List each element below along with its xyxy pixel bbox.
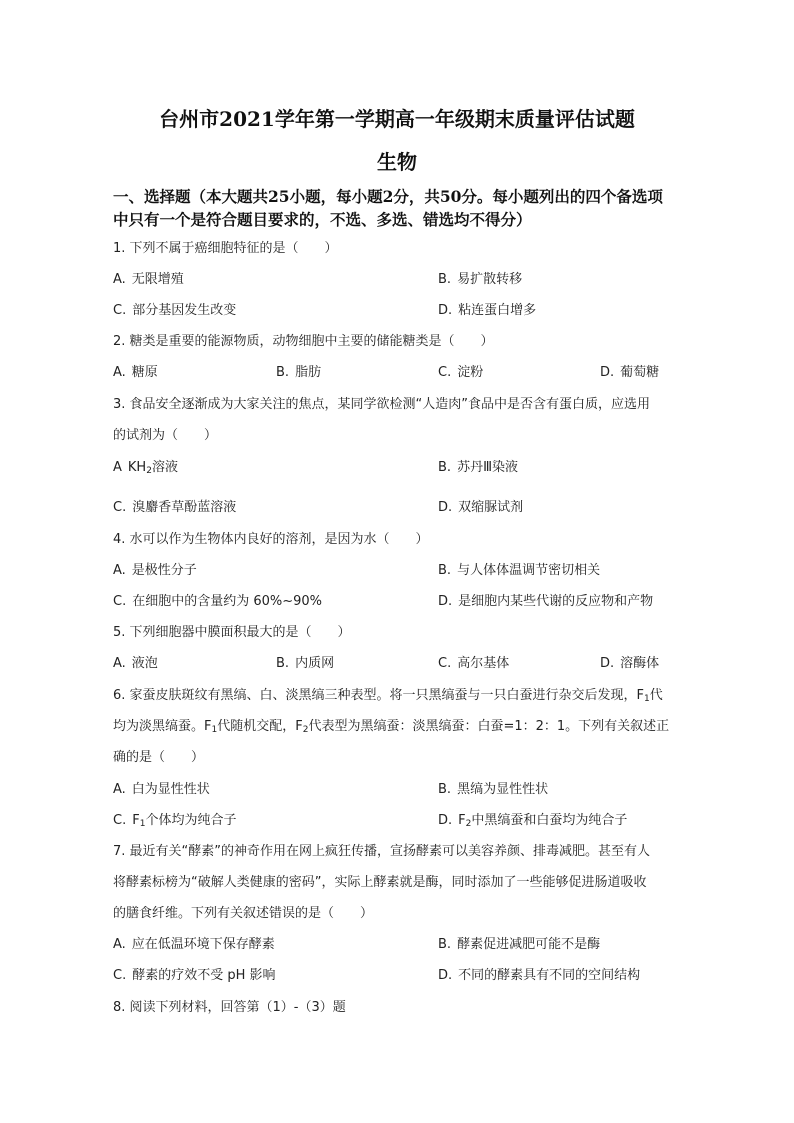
option-key: C. [113, 594, 127, 609]
option-text: 白为显性性状 [131, 782, 210, 797]
option-key: B. [438, 460, 452, 475]
q3-option-a [113, 456, 178, 476]
q8-stem: 8. 阅读下列材料，回答第（1）-（3）题 [113, 1000, 346, 1015]
option-key: A. [113, 563, 126, 578]
q5-stem: 5. 下列细胞器中膜面积最大的是（ ） [113, 625, 351, 640]
q6-stem-line-2: 均为淡黑缟蚕。$F_1$代随机交配，$F_2$代表型为黑缟蚕：淡黑缟蚕：白蚕=1：2：1。下列有关叙述正 [113, 719, 670, 735]
option-text: 液泡 [131, 656, 158, 671]
option-text: 与人体体温调节密切相关 [457, 563, 601, 578]
option-text: $F_2$中黑缟蚕和白蚕均为纯合子 [458, 813, 628, 829]
q3-option-b [438, 456, 518, 475]
option-key: B. [438, 782, 452, 797]
q2-stem: 2. 糖类是重要的能源物质，动物细胞中主要的储能糖类是（ ） [113, 334, 494, 349]
option-text: 双缩脲试剂 [458, 500, 524, 515]
option-text: 不同的酵素具有不同的空间结构 [458, 968, 641, 983]
q5-option-a [113, 652, 158, 671]
option-key: B. [438, 272, 452, 287]
q1-option-c [113, 299, 236, 318]
option-key: A. [113, 272, 126, 287]
q1-option-b [438, 268, 522, 287]
q3-option-c [113, 496, 236, 515]
option-text: 是细胞内某些代谢的反应物和产物 [458, 594, 654, 609]
option-text: 脂肪 [295, 365, 322, 380]
option-key: A [113, 460, 122, 475]
option-key: B. [438, 563, 452, 578]
q4-option-b [438, 559, 600, 578]
option-key: D. [438, 813, 453, 828]
option-text: 糖原 [131, 365, 158, 380]
q7-option-c [113, 964, 276, 983]
q7-option-a [113, 933, 275, 952]
option-key: A. [113, 365, 126, 380]
option-key: D. [438, 594, 453, 609]
option-text: 淀粉 [457, 365, 484, 380]
option-text: 黑缟为显性性状 [457, 782, 549, 797]
option-key: A. [113, 656, 126, 671]
option-text: $F_1$个体均为纯合子 [132, 813, 237, 829]
q3-option-d [438, 496, 523, 515]
q7-stem-line-1: 7. 最近有关“酵素”的神奇作用在网上疯狂传播，宣扬酵素可以美容养颜、排毒减肥。甚至有人 [113, 844, 651, 859]
option-key: C. [113, 968, 127, 983]
option-text: 溶酶体 [620, 656, 660, 671]
option-text: 溴麝香草酚蓝溶液 [132, 500, 237, 515]
option-text: 酵素的疗效不受 pH 影响 [132, 968, 276, 983]
option-key: A. [113, 782, 126, 797]
section-heading-line-2: 中只有一个是符合题目要求的，不选、多选、错选均不得分） [113, 210, 532, 229]
option-key: C. [113, 813, 127, 828]
q3-stem-line-2: 的试剂为（ ） [113, 428, 218, 443]
q7-stem-line-3: 的膳食纤维。下列有关叙述错误的是（ ） [113, 906, 374, 921]
option-text: 无限增殖 [131, 272, 184, 287]
option-text: 内质网 [295, 656, 335, 671]
q1-stem: 1. 下列不属于癌细胞特征的是（ ） [113, 241, 338, 256]
q5-option-d [600, 652, 659, 671]
subject-title: 生物 [377, 150, 417, 174]
option-key: D. [438, 500, 453, 515]
option-key: C. [438, 656, 452, 671]
option-text: 易扩散转移 [457, 272, 523, 287]
q6-option-b [438, 778, 548, 797]
q6-stem-line-3: 确的是（ ） [113, 750, 205, 765]
q7-option-b [438, 933, 600, 952]
q1-option-d [438, 299, 536, 318]
option-text: 高尔基体 [457, 656, 510, 671]
option-key: D. [600, 656, 615, 671]
section-heading-line-1: 一、选择题（本大题共25小题，每小题2分，共50分。每小题列出的四个备选项 [113, 187, 663, 206]
option-text: 应在低温环境下保存酵素 [131, 937, 275, 952]
q6-option-a [113, 778, 210, 797]
option-key: C. [438, 365, 452, 380]
option-key: D. [600, 365, 615, 380]
q4-stem: 4. 水可以作为生物体内良好的溶剂，是因为水（ ） [113, 532, 429, 547]
option-text: 粘连蛋白增多 [458, 303, 537, 318]
option-key: C. [113, 500, 127, 515]
q6-stem-line-1: 6. 家蚕皮肤斑纹有黑缟、白、淡黑缟三种表型。将一只黑缟蚕与一只白蚕进行杂交后发现，$F_1$代 [113, 688, 663, 704]
option-key: B. [438, 937, 452, 952]
q6-option-d [438, 809, 627, 829]
q3-stem-line-1: 3. 食品安全逐渐成为大家关注的焦点，某同学欲检测“人造肉”食品中是否含有蛋白质，应选用 [113, 397, 651, 412]
option-key: B. [276, 365, 290, 380]
option-key: D. [438, 968, 453, 983]
q7-option-d [438, 964, 640, 983]
option-text: $KH_2$溶液 [127, 460, 178, 476]
q6-option-c [113, 809, 236, 829]
q2-option-a [113, 361, 158, 380]
option-key: C. [113, 303, 127, 318]
q4-option-d [438, 590, 653, 609]
q2-option-d [600, 361, 659, 380]
q5-option-c [438, 652, 509, 671]
q4-option-a [113, 559, 197, 578]
q1-option-a [113, 268, 184, 287]
option-text: 葡萄糖 [620, 365, 660, 380]
option-text: 在细胞中的含量约为 60%~90% [132, 594, 323, 609]
option-text: 部分基因发生改变 [132, 303, 237, 318]
option-text: 苏丹Ⅲ染液 [457, 460, 519, 475]
q2-option-c [438, 361, 483, 380]
option-key: D. [438, 303, 453, 318]
q5-option-b [276, 652, 334, 671]
exam-title: 台州市2021学年第一学期高一年级期末质量评估试题 [159, 107, 635, 131]
q2-option-b [276, 361, 321, 380]
option-key: B. [276, 656, 290, 671]
option-text: 是极性分子 [131, 563, 197, 578]
option-key: A. [113, 937, 126, 952]
q4-option-c [113, 590, 322, 609]
q7-stem-line-2: 将酵素标榜为“破解人类健康的密码”，实际上酵素就是酶，同时添加了一些能够促进肠道吸收 [113, 875, 647, 890]
option-text: 酵素促进减肥可能不是酶 [457, 937, 601, 952]
